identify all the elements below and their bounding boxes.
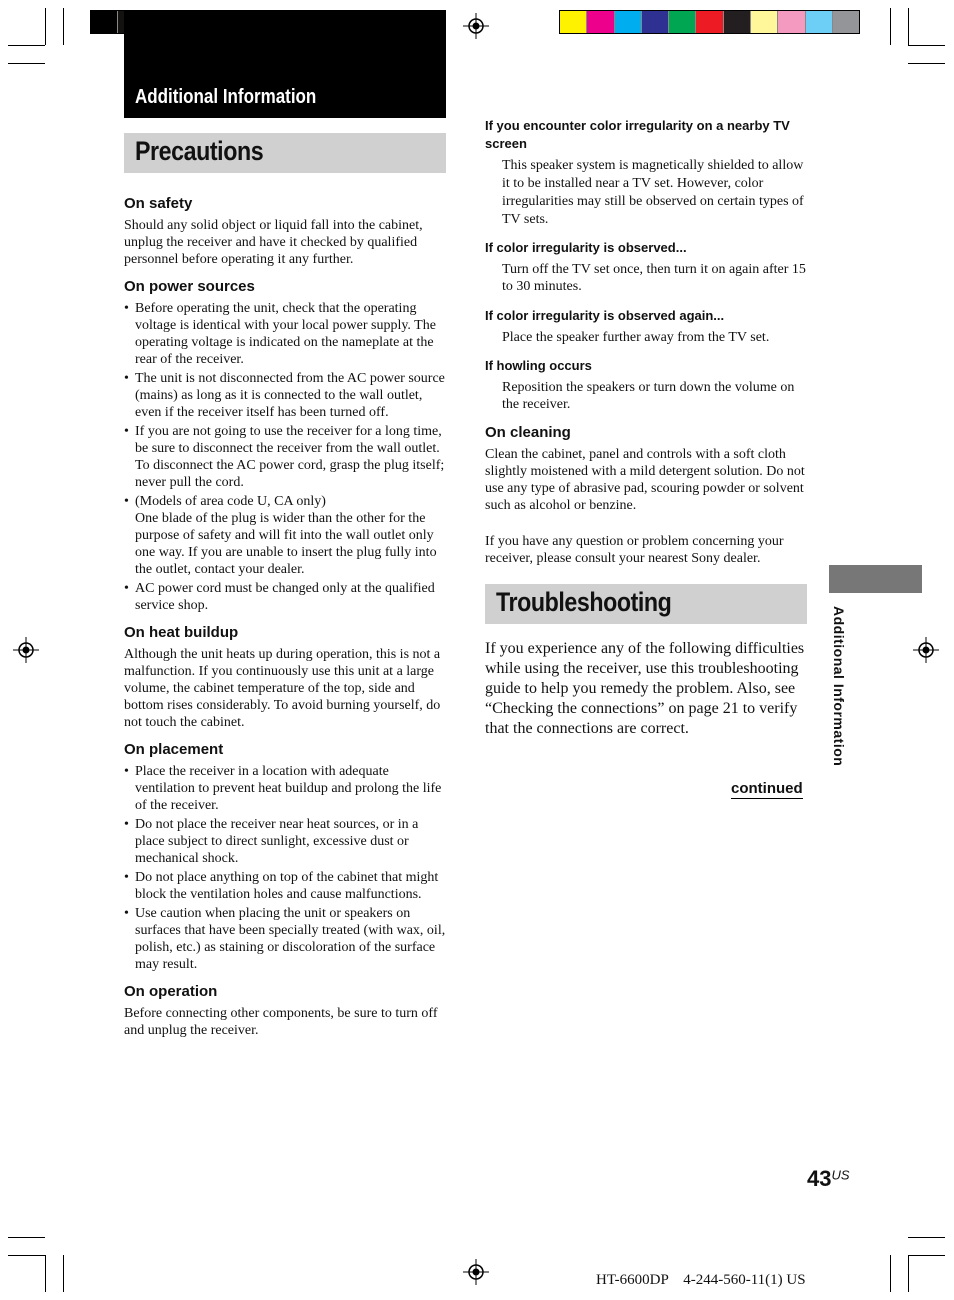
crop-mark (8, 1255, 45, 1256)
howling-text: Reposition the speakers or turn down the volume on the receiver. (502, 380, 795, 412)
heading-on-safety: On safety (124, 195, 193, 212)
continued-label: continued (731, 780, 803, 797)
precautions-title-box (124, 133, 446, 173)
color-swatch (696, 11, 723, 33)
color-swatch (724, 11, 751, 33)
model-number: HT-6600DP 4-244-560-11(1) US (596, 1272, 806, 1288)
crop-mark (8, 63, 45, 64)
color-swatch (806, 11, 833, 33)
crop-mark (890, 8, 891, 45)
crop-mark (45, 1255, 46, 1292)
troubleshooting-intro: If you experience any of the following difficulties while using the receiver, use this troubleshooting guide to help you remedy the problem. Also, see “Checking the connections” on page 21 to verify that the connections are correct. (485, 640, 805, 737)
page-number (807, 1166, 850, 1192)
question-text: If you have any question or problem concerning your receiver, please consult your nearest Sony dealer. (485, 534, 784, 566)
troubleshooting-title-box (485, 584, 807, 624)
heading-on-operation: On operation (124, 983, 218, 1000)
registration-mark-icon (463, 13, 489, 39)
crop-mark (908, 1255, 945, 1256)
heat-text: Although the unit heats up during operation, this is not a malfunction. If you continuously use this unit at a large volume, the cabinet temperature of the top, side and bottom rises considerably. To avoid burning yourself, do not touch the cabinet. (124, 647, 441, 730)
troubleshooting-title: Troubleshooting (496, 587, 672, 617)
cleaning-text: Clean the cabinet, panel and controls with a soft cloth slightly moistened with a mild detergent solution. Do not use any type of abrasive pad, scouring powder or solvent such as alcohol or benzine. (485, 447, 805, 513)
crop-mark (8, 1237, 45, 1238)
color-swatch (669, 11, 696, 33)
color-irregularity-text: This speaker system is magnetically shielded to allow it to be installed near a TV set. However, color irregularities may still be observed on certain types of TV sets. (502, 158, 804, 227)
heading-observed-again: If color irregularity is observed again... (485, 308, 725, 323)
section-header-bar (124, 10, 446, 118)
observed-again-text: Place the speaker further away from the TV set. (502, 330, 770, 345)
registration-mark-icon (463, 1259, 489, 1285)
color-swatch (751, 11, 778, 33)
side-tab-label: Additional Information (831, 606, 847, 767)
crop-mark (63, 1255, 64, 1292)
list-item: • AC power cord must be changed only at the qualified service shop. (124, 580, 446, 614)
crop-mark (908, 8, 909, 45)
crop-mark (908, 1255, 909, 1292)
list-item-label: (Models of area code U, CA only) (135, 494, 326, 509)
safety-text: Should any solid object or liquid fall into the cabinet, unplug the receiver and have it checked by qualified personnel before operating it any further. (124, 218, 423, 267)
power-list (124, 300, 446, 614)
color-swatch (778, 11, 805, 33)
operation-text: Before connecting other components, be sure to turn off and unplug the receiver. (124, 1006, 438, 1038)
registration-mark-icon (13, 637, 39, 663)
list-item: • Do not place anything on top of the cabinet that might block the ventilation holes and cause malfunctions. (124, 869, 446, 903)
registration-mark-icon (913, 637, 939, 663)
color-swatch (587, 11, 614, 33)
page-number-suffix: US (831, 1167, 850, 1183)
observed-text: Turn off the TV set once, then turn it on again after 15 to 30 minutes. (502, 262, 806, 294)
color-swatch (615, 11, 642, 33)
heading-howling: If howling occurs (485, 358, 592, 373)
section-header-label: Additional Information (135, 86, 317, 108)
list-item: • Do not place the receiver near heat sources, or in a place subject to direct sunlight, excessive dust or mechanical shock. (124, 816, 446, 867)
crop-mark (8, 45, 45, 46)
left-column (124, 195, 446, 1039)
list-item: • Place the receiver in a location with adequate ventilation to prevent heat buildup and prolong the life of the receiver. (124, 763, 446, 814)
list-item (124, 493, 446, 578)
list-item-continued: One blade of the plug is wider than the other for the purpose of safety and will fit into the wall outlet only one way. If you are unable to insert the plug fully into the outlet, contact your dealer. (135, 511, 437, 577)
page-title: Precautions (135, 136, 264, 166)
page-number-value: 43 (807, 1166, 832, 1191)
right-column (485, 117, 807, 567)
crop-mark (908, 45, 945, 46)
heading-on-heat-buildup: On heat buildup (124, 624, 239, 641)
list-item: • Use caution when placing the unit or speakers on surfaces that have been specially treated (with wax, oil, polish, etc.) as staining or discoloration of the surface may result. (124, 905, 446, 973)
color-swatch (560, 11, 587, 33)
crop-mark (63, 8, 64, 45)
color-swatch (642, 11, 669, 33)
placement-list (124, 763, 446, 973)
heading-on-power-sources: On power sources (124, 278, 255, 295)
side-tab (829, 565, 922, 593)
heading-on-placement: On placement (124, 741, 224, 758)
crop-mark (908, 63, 945, 64)
crop-mark (908, 1237, 945, 1238)
heading-observed: If color irregularity is observed... (485, 240, 687, 255)
list-item: • Before operating the unit, check that the operating voltage is identical with your local power supply. The operating voltage is indicated on the nameplate at the rear of the receiver. (124, 300, 446, 368)
color-swatch (833, 11, 859, 33)
color-swatch-bar (559, 10, 860, 34)
heading-on-cleaning: On cleaning (485, 424, 571, 441)
list-item: • If you are not going to use the receiver for a long time, be sure to disconnect the receiver from the wall outlet. To disconnect the AC power cord, grasp the plug itself; never pull the cord. (124, 423, 446, 491)
heading-color-irregularity: If you encounter color irregularity on a nearby TV screen (485, 118, 790, 151)
color-swatch (91, 11, 118, 33)
crop-mark (45, 8, 46, 45)
crop-mark (890, 1255, 891, 1292)
list-item: • The unit is not disconnected from the AC power source (mains) as long as it is connected to the wall outlet, even if the receiver itself has been turned off. (124, 370, 446, 421)
